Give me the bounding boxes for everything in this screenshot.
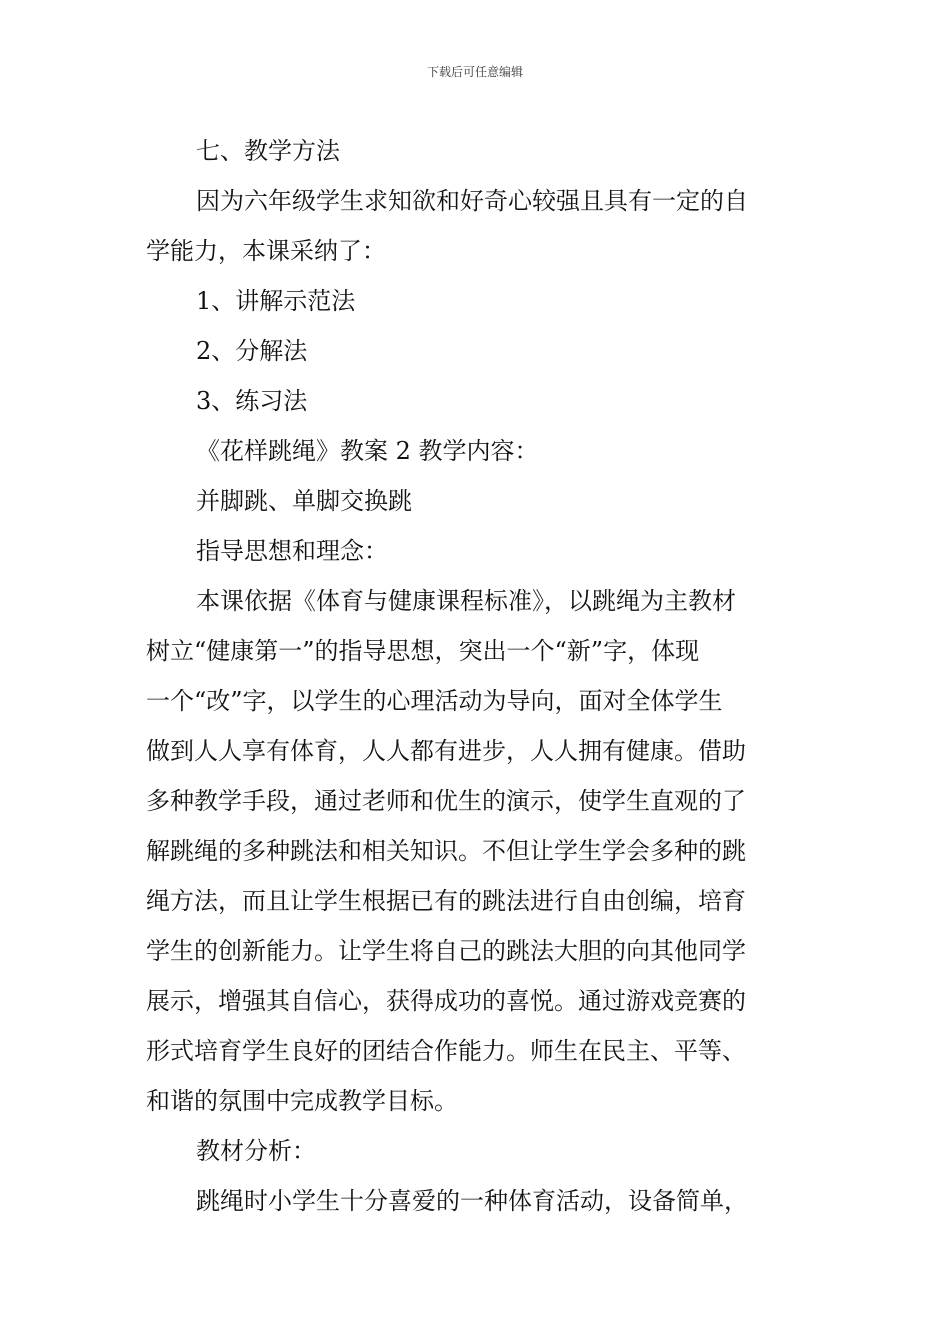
paragraph-line: 因为六年级学生求知欲和好奇心较强且具有一定的自	[196, 187, 748, 215]
paragraph-line: 绳方法，而且让学生根据已有的跳法进行自由创编，培育	[146, 887, 746, 915]
section-heading-material-analysis: 教材分析：	[196, 1137, 316, 1165]
paragraph-line: 跳绳时小学生十分喜爱的一种体育活动，设备简单，	[196, 1187, 748, 1215]
list-item: 1、讲解示范法	[196, 287, 356, 315]
paragraph-line: 学生的创新能力。让学生将自己的跳法大胆的向其他同学	[146, 937, 746, 965]
section-heading-teaching-methods: 七、教学方法	[196, 137, 340, 165]
paragraph-line: 做到人人享有体育，人人都有进步，人人拥有健康。借助	[146, 737, 746, 765]
paragraph-line: 多种教学手段，通过老师和优生的演示，使学生直观的了	[146, 787, 746, 815]
paragraph-line: 树立“健康第一”的指导思想，突出一个“新”字，体现	[146, 637, 700, 665]
section-heading-guiding-ideology: 指导思想和理念：	[196, 537, 388, 565]
paragraph-line: 和谐的氛围中完成教学目标。	[146, 1087, 458, 1115]
document-body	[146, 126, 806, 1226]
section-heading-teaching-content: 《花样跳绳》教案 2 教学内容：	[196, 437, 539, 465]
paragraph-line: 解跳绳的多种跳法和相关知识。不但让学生学会多种的跳	[146, 837, 746, 865]
list-item: 3、练习法	[196, 387, 308, 415]
paragraph-line: 本课依据《体育与健康课程标准》，以跳绳为主教材	[196, 587, 736, 615]
paragraph-line: 一个“改”字，以学生的心理活动为导向，面对全体学生	[146, 687, 723, 715]
list-item: 2、分解法	[196, 337, 308, 365]
paragraph-line: 形式培育学生良好的团结合作能力。师生在民主、平等、	[146, 1037, 746, 1065]
paragraph-line: 并脚跳、单脚交换跳	[196, 487, 412, 515]
page-header: 下载后可任意编辑	[426, 65, 523, 79]
paragraph-line: 学能力，本课采纳了：	[146, 237, 386, 265]
paragraph-line: 展示，增强其自信心，获得成功的喜悦。通过游戏竞赛的	[146, 987, 746, 1015]
